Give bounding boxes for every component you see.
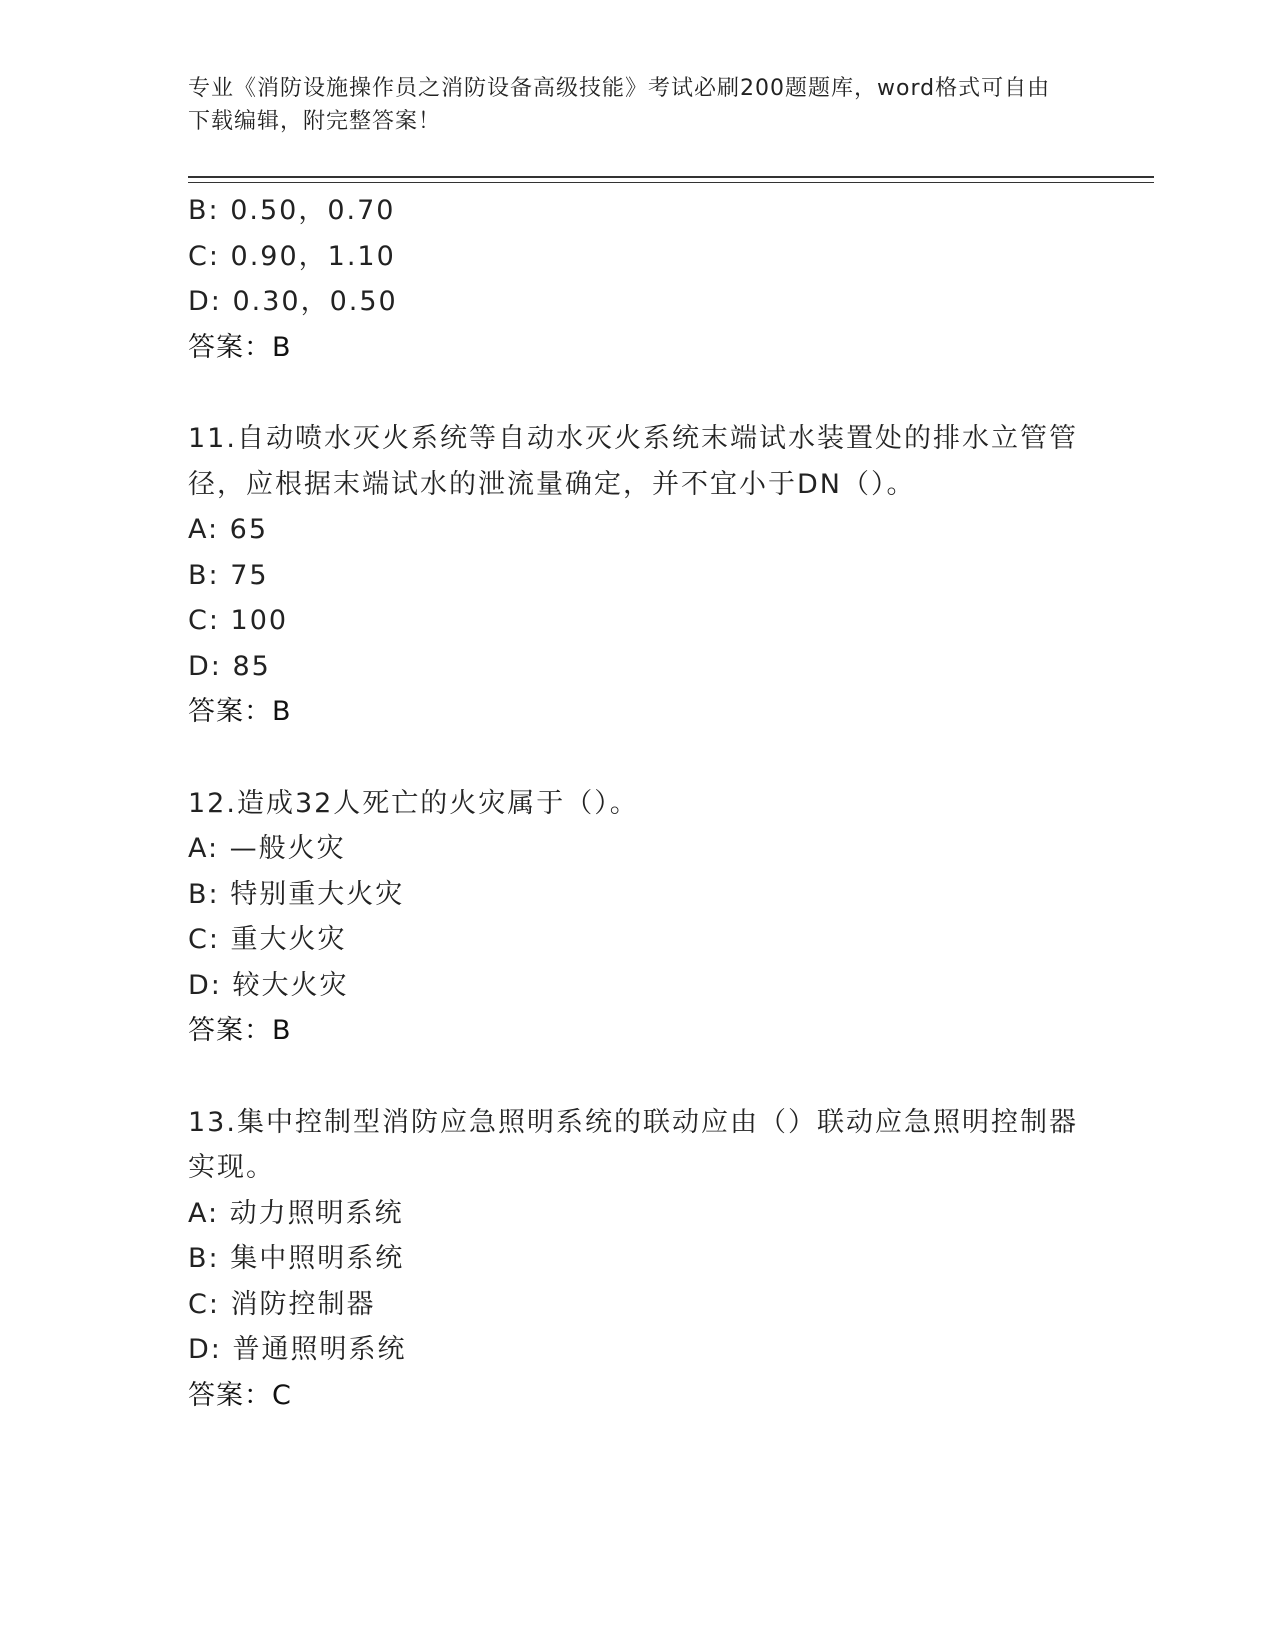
option-b: B: 集中照明系统 bbox=[188, 1243, 405, 1274]
answer-line: 答案：B bbox=[188, 331, 292, 363]
option-c: C: 重大火灾 bbox=[188, 924, 347, 955]
question-12 bbox=[188, 781, 1088, 1054]
question-10-continued bbox=[188, 188, 1088, 370]
option-c: C: 消防控制器 bbox=[188, 1288, 376, 1320]
question-stem: 13.集中控制型消防应急照明系统的联动应由（）联动应急照明控制器实现。 bbox=[188, 1106, 1078, 1183]
answer-line: 答案：B bbox=[188, 696, 292, 727]
option-a: A: —般火灾 bbox=[188, 833, 346, 864]
option-d: D: 85 bbox=[188, 650, 271, 682]
header-divider-thin bbox=[188, 182, 1154, 183]
option-c: C: 100 bbox=[188, 605, 289, 636]
spacer bbox=[188, 370, 1088, 416]
option-b: B: 0.50，0.70 bbox=[188, 195, 396, 226]
question-stem: 12.造成32人死亡的火灾属于（）。 bbox=[188, 787, 639, 819]
question-list bbox=[188, 188, 1088, 1418]
option-a: A: 65 bbox=[188, 514, 269, 545]
question-stem: 11.自动喷水灭火系统等自动水灭火系统末端试水装置处的排水立管管径，应根据末端试水的泄流量确定，并不宜小于DN（）。 bbox=[188, 423, 1078, 500]
spacer bbox=[188, 1054, 1088, 1100]
question-11 bbox=[188, 416, 1088, 735]
option-b: B: 75 bbox=[188, 559, 269, 591]
question-13 bbox=[188, 1100, 1088, 1419]
option-b: B: 特别重大火灾 bbox=[188, 878, 405, 910]
option-d: D: 普通照明系统 bbox=[188, 1334, 407, 1365]
answer-line: 答案：B bbox=[188, 1015, 292, 1046]
option-d: D: 0.30，0.50 bbox=[188, 286, 398, 317]
spacer bbox=[188, 735, 1088, 781]
header-divider-thick bbox=[188, 176, 1154, 178]
option-d: D: 较大火灾 bbox=[188, 969, 349, 1001]
header-title: 专业《消防设施操作员之消防设备高级技能》考试必刷200题题库，word格式可自由下载编辑，附完整答案！ bbox=[188, 76, 1051, 134]
answer-line: 答案：C bbox=[188, 1379, 292, 1411]
option-a: A: 动力照明系统 bbox=[188, 1197, 404, 1229]
option-c: C: 0.90，1.10 bbox=[188, 240, 396, 272]
